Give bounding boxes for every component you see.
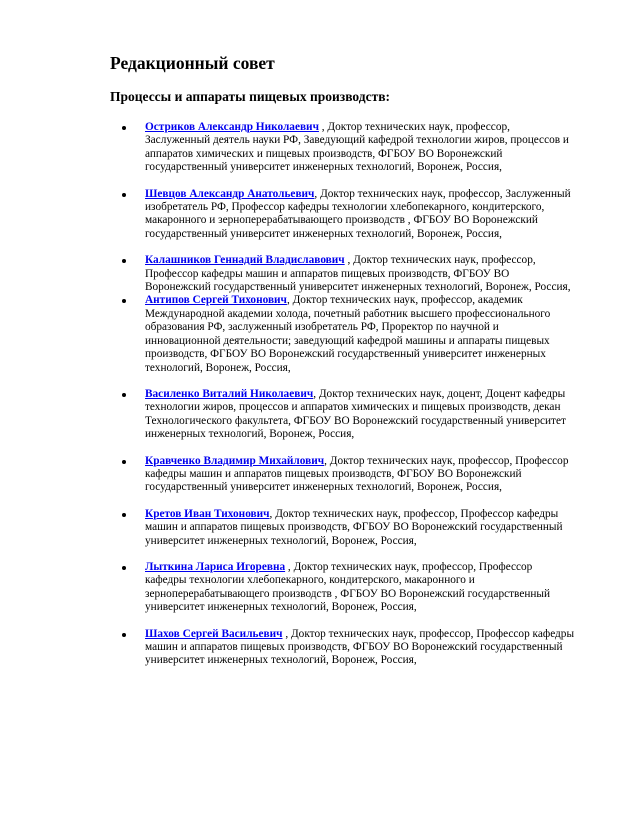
member-name-link[interactable]: Калашников Геннадий Владиславович: [145, 254, 345, 267]
section-title: Процессы и аппараты пищевых производств:: [110, 89, 391, 104]
member-name-link[interactable]: Лыткина Лариса Игоревна: [145, 560, 286, 573]
member-name-link[interactable]: Василенко Виталий Николаевич: [145, 387, 314, 400]
member-details: , Доктор технических наук, профессор, Профессор кафедры машин и аппаратов пищевых производств, ФГБОУ ВО Воронежский государственный университет инженерных технологий, Воронеж, Россия,: [145, 254, 571, 294]
member-list: [145, 121, 575, 668]
member-name-link[interactable]: Кретов Иван Тихонович: [145, 507, 270, 520]
list-item: [145, 121, 575, 175]
member-details: , Доктор технических наук, профессор, Заслуженный изобретатель РФ, Профессор кафедры технологии хлебопекарного, кондитерского, макаронного и зерноперерабатывающего производств , ФГБОУ ВО Воронежский государственный университет инженерных технологий, Воронеж, Россия,: [145, 187, 571, 240]
list-item: [145, 294, 575, 374]
list-item: [145, 455, 575, 495]
member-details: , Доктор технических наук, доцент, Доцент кафедры технологии жиров, процессов и аппаратов химических и пищевых производств, декан Технологического факультета, ФГБОУ ВО Воронежский государственный университет инженерных технологий, Воронеж, Россия,: [145, 387, 566, 441]
member-details: , Доктор технических наук, профессор, Профессор кафедры машин и аппаратов пищевых производств, ФГБОУ ВО Воронежский государственный университет инженерных технологий, Воронеж, Россия,: [145, 507, 563, 547]
list-item: [145, 188, 575, 242]
list-item: [145, 388, 575, 442]
member-details: , Доктор технических наук, профессор, Заслуженный деятель науки РФ, Заведующий кафедрой технологии жиров, процессов и аппаратов химических и пищевых производств, ФГБОУ ВО Воронежский государственный университет инженерных технологий, Воронеж, Россия,: [145, 121, 569, 174]
member-details: , Доктор технических наук, профессор, Профессор кафедры машин и аппаратов пищевых производств, ФГБОУ ВО Воронежский государственный университет инженерных технологий, Воронеж, Россия,: [145, 454, 569, 494]
member-details: , Доктор технических наук, профессор, Профессор кафедры машин и аппаратов пищевых производств, ФГБОУ ВО Воронежский государственный университет инженерных технологий, Воронеж, Россия,: [145, 627, 575, 667]
page-title: Редакционный совет: [110, 53, 275, 73]
list-item: [145, 254, 575, 294]
list-item: [145, 628, 575, 668]
member-name-link[interactable]: Антипов Сергей Тихонович: [145, 294, 287, 307]
member-details: , Доктор технических наук, профессор, Профессор кафедры технологии хлебопекарного, кондитерского, макаронного и зерноперерабатывающего производств , ФГБОУ ВО Воронежский государственный университет инженерных технологий, Воронеж, Россия,: [145, 560, 551, 614]
list-item: [145, 508, 575, 548]
list-item: [145, 561, 575, 615]
member-name-link[interactable]: Шевцов Александр Анатольевич: [145, 187, 315, 200]
member-name-link[interactable]: Остриков Александр Николаевич: [145, 121, 319, 133]
member-details: , Доктор технических наук, профессор, академик Международной академии холода, почетный работник высшего профессионального образования РФ, заслуженный изобретатель РФ, Проректор по научной и инновационной деятельности; заведующий кафедрой машины и аппараты пищевых производств, ФГБОУ ВО Воронежский государственный университет инженерных технологий, Воронеж, Россия,: [145, 294, 551, 374]
member-name-link[interactable]: Шахов Сергей Васильевич: [145, 627, 283, 640]
member-name-link[interactable]: Кравченко Владимир Михайлович: [145, 454, 325, 467]
